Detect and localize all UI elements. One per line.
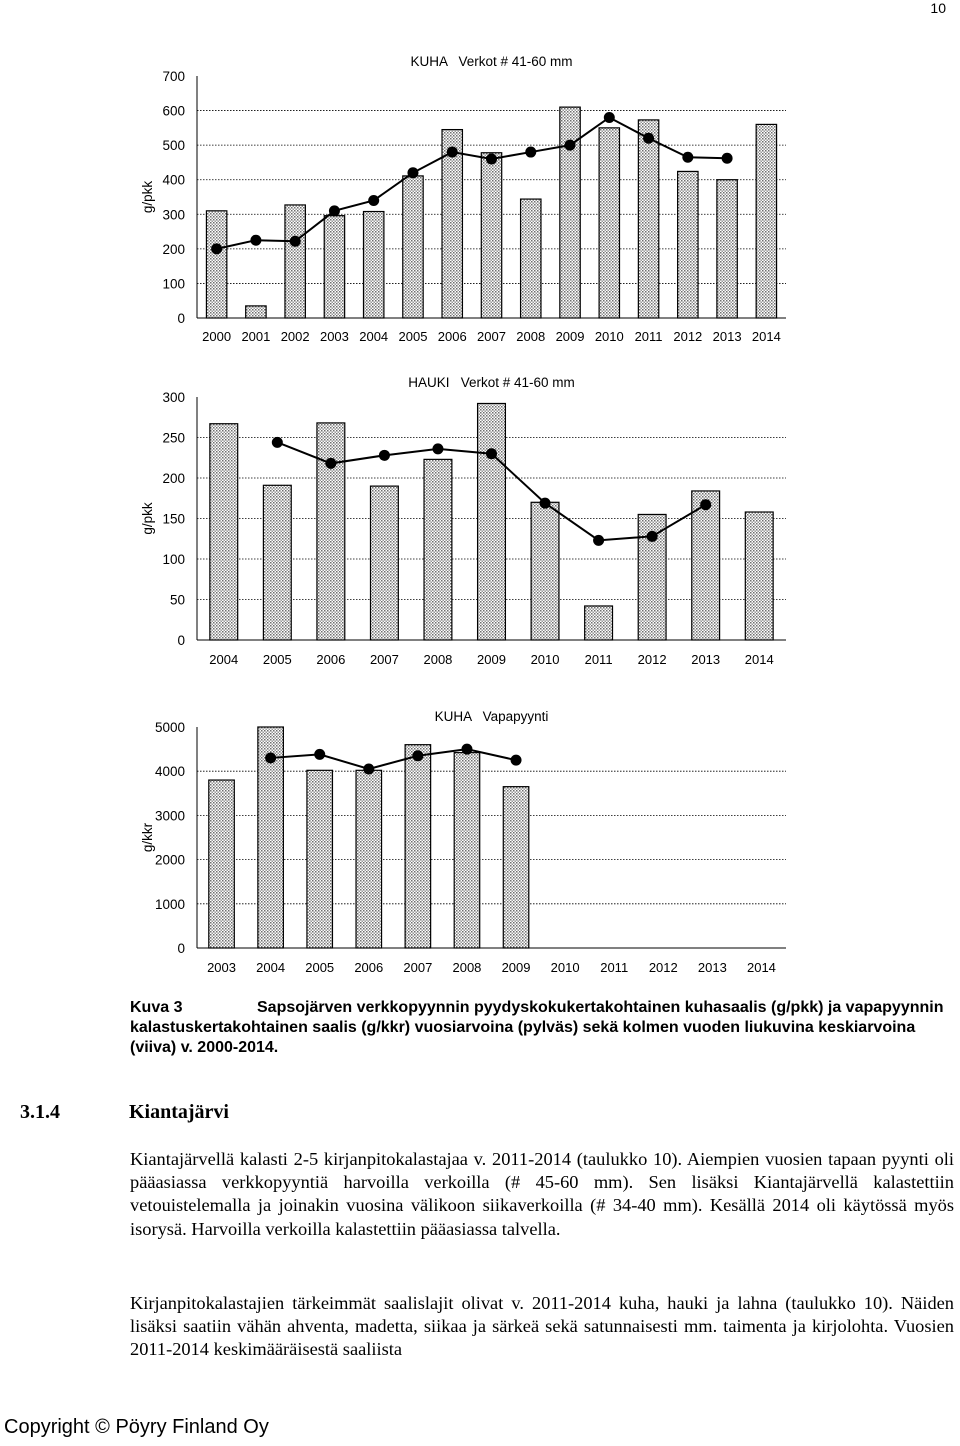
bar [560,107,580,318]
y-tick-label: 1000 [154,896,185,912]
chart-kuha-vapapyynti [0,700,960,990]
y-tick-label: 200 [162,241,185,257]
x-tick-label: 2000 [202,329,232,344]
line-point [379,450,390,461]
line-point [265,752,276,763]
line-point [486,448,497,459]
x-tick-label: 2008 [452,960,482,975]
chart-title: KUHA Vapapyynti [434,709,549,724]
bar [745,512,773,640]
x-tick-label: 2014 [746,960,776,975]
x-tick-label: 2010 [594,329,624,344]
chart-kuha-verkot [0,0,960,350]
bar [717,180,737,318]
line-point [540,498,551,509]
bar [263,485,291,640]
x-tick-label: 2012 [673,329,703,344]
bar [363,212,383,318]
x-tick-label: 2012 [637,652,667,667]
y-tick-label: 300 [162,207,185,223]
bar [678,171,698,318]
bar [403,176,423,318]
x-tick-label: 2007 [477,329,506,344]
line-point [211,243,222,254]
bar [210,424,238,640]
y-axis-label: g/kkr [140,822,155,853]
y-tick-label: 50 [169,592,185,608]
bar [324,216,344,318]
bar [307,770,333,948]
x-tick-label: 2010 [550,960,580,975]
x-tick-label: 2011 [584,652,613,667]
x-tick-label: 2014 [744,652,774,667]
x-tick-label: 2003 [207,960,237,975]
bar [356,770,382,948]
bar [442,130,462,318]
bar [638,120,658,318]
bar [317,423,345,640]
x-tick-label: 2009 [555,329,585,344]
bar [531,502,559,640]
x-tick-label: 2005 [398,329,428,344]
x-tick-label: 2013 [697,960,727,975]
line-point [722,153,733,164]
line-point [593,535,604,546]
footer-copyright: Copyright © Pöyry Finland Oy [4,1416,269,1438]
y-tick-label: 150 [162,511,185,527]
x-tick-label: 2004 [209,652,239,667]
y-tick-label: 0 [177,311,185,326]
line-point [250,235,261,246]
x-tick-label: 2004 [256,960,286,975]
section-title: Kiantajärvi [129,1101,229,1123]
y-tick-label: 3000 [154,808,185,824]
line-point [272,437,283,448]
chart-title: KUHA Verkot # 41-60 mm [410,54,573,69]
line-point [314,749,325,760]
y-tick-label: 5000 [154,720,185,735]
x-tick-label: 2006 [437,329,467,344]
x-tick-label: 2001 [241,329,271,344]
x-tick-label: 2005 [305,960,335,975]
bar [285,205,305,318]
x-tick-label: 2009 [477,652,506,667]
line-point [604,112,615,123]
body-paragraph: Kiantajärvellä kalasti 2-5 kirjanpitokalastajaa v. 2011-2014 (taulukko 10). Aiempien vuosien tapaan pyynti oli pääasiassa verkkopyyntiä harvoilla verkoilla (# 45-60 mm). Sen lisäksi Kiantajärvellä kalastettiin vetouistelemalla ja joinakin vuosina välikoon siikaverkoilla (# 34-40 mm). Kesällä 2014 oli käytössä myös isorysä. Harvoilla verkoilla kalastettiin pääasiassa talvella. [130,1149,954,1239]
line-point [325,458,336,469]
caption-text: Sapsojärven verkkopyynnin pyydyskokukertakohtainen kuhasaalis (g/pkk) ja vapapyynnin kalastuskertakohtainen saalis (g/kkr) vuosiarvoina (pylväs) sekä kolmen vuoden liukuvina keskiarvoina (viiva) v. 2000-2014. [130,999,944,1056]
x-tick-label: 2005 [262,652,292,667]
bar [209,780,235,948]
x-tick-label: 2007 [369,652,399,667]
line-point [363,763,374,774]
y-tick-label: 4000 [154,764,185,780]
bar [206,211,226,318]
bar [481,153,501,318]
x-tick-label: 2006 [316,652,346,667]
x-tick-label: 2004 [359,329,389,344]
chart-hauki-verkot [0,370,960,680]
line-point [682,152,693,163]
y-tick-label: 200 [162,471,185,486]
line-point [329,205,340,216]
figure-caption [130,998,950,1058]
x-tick-label: 2013 [691,652,721,667]
chart-title: HAUKI Verkot # 41-60 mm [408,375,575,390]
y-tick-label: 2000 [154,852,185,868]
line-point [643,133,654,144]
x-tick-label: 2013 [712,329,742,344]
bar [585,606,613,640]
line-point [290,236,301,247]
line-point [565,140,576,151]
line-point [700,499,711,510]
x-tick-label: 2012 [648,960,678,975]
y-tick-label: 300 [162,390,185,405]
bar [478,403,506,640]
line-point [525,147,536,158]
section-heading [20,1101,229,1124]
bar [503,787,529,948]
bar [424,459,452,640]
y-tick-label: 400 [162,172,185,188]
x-tick-label: 2007 [403,960,433,975]
y-tick-label: 0 [177,633,185,648]
x-tick-label: 2006 [354,960,384,975]
y-tick-label: 0 [177,941,185,956]
y-tick-label: 250 [162,430,185,446]
line-point [486,153,497,164]
x-tick-label: 2014 [751,329,781,344]
line-point [647,531,658,542]
bar [405,745,431,948]
line-point [368,195,379,206]
x-tick-label: 2008 [423,652,453,667]
caption-label: Kuva 3 [130,999,183,1016]
x-tick-label: 2002 [280,329,310,344]
x-tick-label: 2011 [634,329,663,344]
y-axis-label: g/pkk [140,180,155,214]
bar [692,491,720,640]
body-paragraph: Kirjanpitokalastajien tärkeimmät saalislajit olivat v. 2011-2014 kuha, hauki ja lahna (taulukko 10). Näiden lisäksi saatiin vähän ahventa, madetta, siikaa ja särkeä sekä satunnaisesti mm. taimenta ja kirjolohta. Vuosien 2011-2014 keskimääräisestä saaliista [130,1293,954,1360]
y-tick-label: 500 [162,138,185,154]
line-point [447,147,458,158]
y-axis-label: g/pkk [140,502,155,535]
x-tick-label: 2003 [319,329,349,344]
y-tick-label: 600 [162,103,185,119]
bar [599,128,619,318]
line-point [461,744,472,755]
section-number: 3.1.4 [20,1101,60,1123]
line-point [407,167,418,178]
x-tick-label: 2010 [530,652,560,667]
page-number: 10 [930,0,946,16]
line-point [432,443,443,454]
y-tick-label: 100 [162,552,185,567]
bar [756,124,776,318]
bar [454,753,480,948]
x-tick-label: 2009 [501,960,531,975]
y-tick-label: 700 [162,69,185,84]
line-point [412,750,423,761]
bar [521,199,541,318]
y-tick-label: 100 [162,276,185,292]
x-tick-label: 2011 [600,960,629,975]
bar [370,486,398,640]
line-point [511,755,522,766]
bar [246,306,266,318]
x-tick-label: 2008 [516,329,546,344]
